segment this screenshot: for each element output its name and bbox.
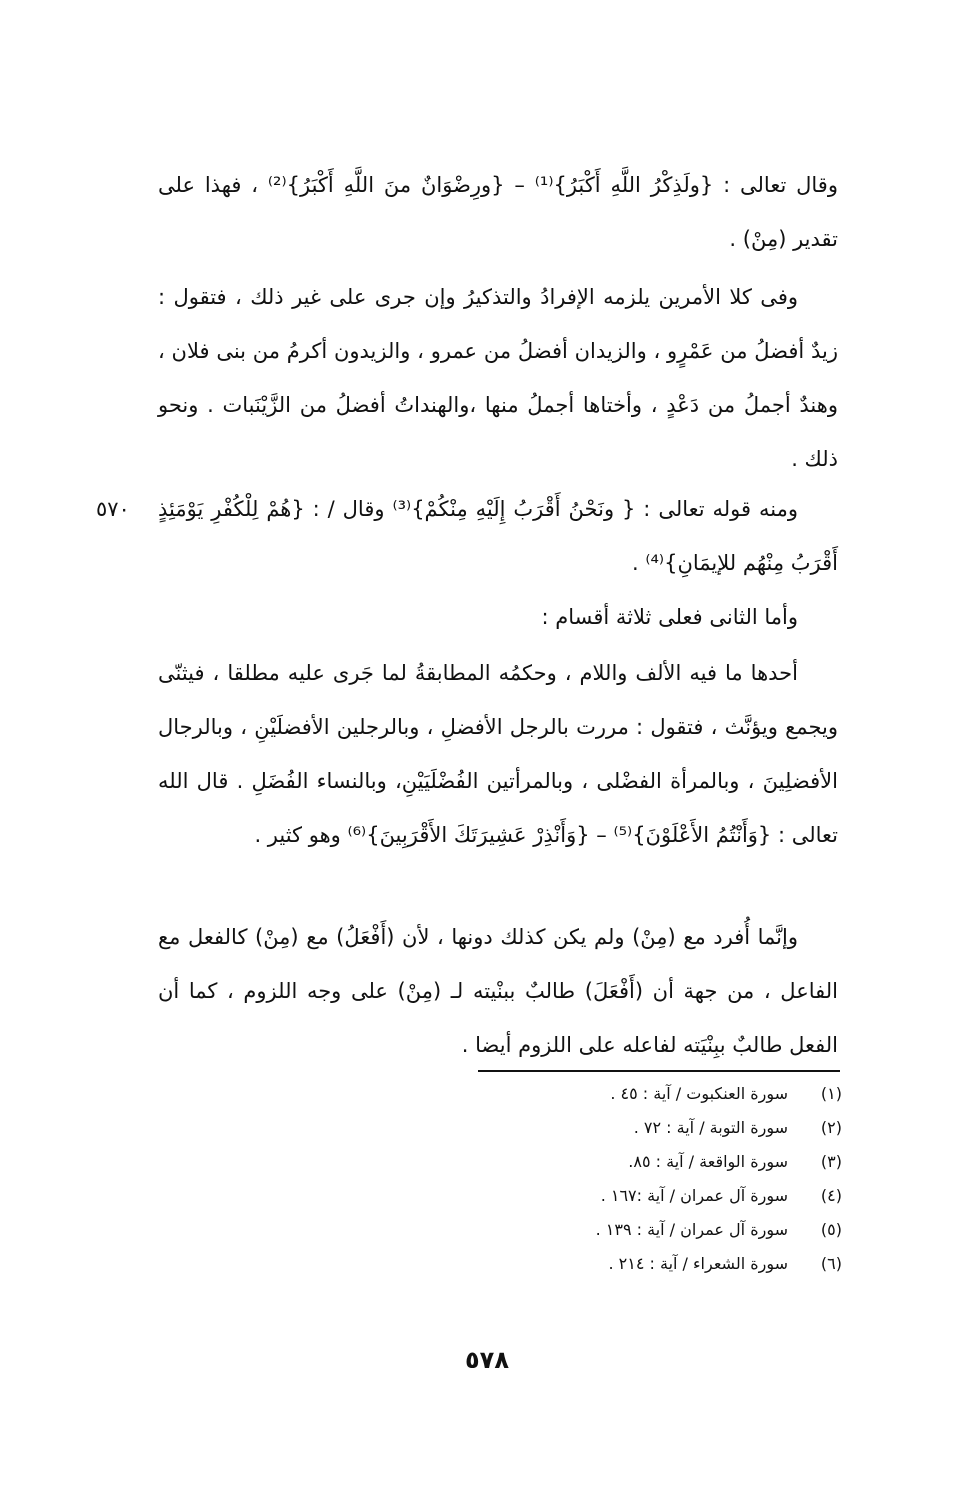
footnote-number: (٤) bbox=[820, 1185, 842, 1205]
footnote-text: سورة التوبة / آية : ٧٢ . bbox=[633, 1117, 788, 1137]
margin-page-reference: ٥٧٠ bbox=[96, 497, 130, 521]
paragraph-3 bbox=[158, 482, 838, 590]
footnote-item bbox=[422, 1076, 842, 1110]
paragraph-2 bbox=[158, 270, 838, 486]
paragraph-4-text: وأما الثانى فعلى ثلاثة أقسام : bbox=[541, 605, 798, 629]
paragraph-2-text: وفى كلا الأمرين يلزمه الإفرادُ والتذكيرُ وإن جرى على غير ذلك ، فتقول : زيدٌ أفضلُ من عَمْرٍو ، والزيدان أفضلُ من عمرو ، والزيدون أكرمُ من بنى فلان ، وهندٌ أجملُ من دَعْدٍ ، وأختاها أجملُ منها ،والهنداتُ أفضلُ من الزَّيْنَبات . ونحو ذلك . bbox=[158, 285, 838, 471]
footnote-text: سورة العنكبوت / آية : ٤٥ . bbox=[610, 1083, 788, 1103]
paragraph-1 bbox=[158, 158, 838, 266]
footnote-text: سورة الواقعة / آية : ٨٥. bbox=[628, 1151, 788, 1171]
page-number: ٥٧٨ bbox=[465, 1346, 509, 1374]
footnote-number: (٢) bbox=[820, 1117, 842, 1137]
footnote-text: سورة الشعراء / آية : ٢١٤ . bbox=[608, 1253, 788, 1273]
footnote-item bbox=[422, 1178, 842, 1212]
footnote-text: سورة آل عمران / آية :١٦٧ . bbox=[600, 1185, 788, 1205]
footnote-item bbox=[422, 1110, 842, 1144]
paragraph-6 bbox=[158, 910, 838, 1072]
paragraph-6-text: وإنَّما أُفرد مع (مِنْ) ولم يكن كذلك دونها ، لأن (أَفْعَلُ) مع (مِنْ) كالفعل مع الفاعل ، من جهة أن (أَفْعَلَ) طالبٌ ببنْيته لـ (مِنْ) على وجه اللزوم ، كما أن الفعل طالبٌ ببِنْيَته لفاعله على اللزوم أيضا . bbox=[158, 925, 838, 1057]
footnote-number: (٦) bbox=[820, 1253, 842, 1273]
paragraph-5 bbox=[158, 646, 838, 862]
paragraph-5-text: أحدها ما فيه الألف واللام ، وحكمُه المطابقةُ لما جَرى عليه مطلقا ، فيثنّى ويجمع ويؤنَّث ، فتقول : مررت بالرجل الأفضلِ ، وبالرجلين الأفضلَيْنِ ، وبالرجال الأفضلِينَ ، وبالمرأة الفضْلى ، وبالمرأتين الفُضْلَيَيْنِ، وبالنساء الفُضَلِ . قال الله تعالى : {وَأَنْتُمُ الأَعْلَوْنَ}⁽⁵⁾ – {وَأَنْذِرْ عَشِيرَتَكَ الأَقْرَبِينَ}⁽⁶⁾ وهو كثير . bbox=[158, 661, 838, 847]
footnote-item bbox=[422, 1144, 842, 1178]
footnote-number: (٣) bbox=[820, 1151, 842, 1171]
footnote-separator bbox=[478, 1070, 840, 1072]
paragraph-1-text: وقال تعالى : {ولَذِكْرُ اللَّهِ أَكْبَرُ}⁽¹⁾ – {ورِضْوَانٌ منَ اللَّهِ أَكْبَرُ}⁽²⁾ ، فهذا على تقدير (مِنْ) . bbox=[158, 173, 838, 251]
footnote-item bbox=[422, 1212, 842, 1246]
footnote-text: سورة آل عمران / آية : ١٣٩ . bbox=[595, 1219, 788, 1239]
footnote-number: (٥) bbox=[820, 1219, 842, 1239]
paragraph-3-text: ومنه قوله تعالى : { ونَحْنُ أَقْرَبُ إِلَيْهِ مِنْكُمْ}⁽³⁾ وقال / : {هُمْ لِلْكُفْرِ يَوْمَئِذٍ أَقْرَبُ مِنْهُم للإيمَانِ}⁽⁴⁾ . bbox=[158, 497, 838, 575]
footnote-number: (١) bbox=[820, 1083, 842, 1103]
footnote-item bbox=[422, 1246, 842, 1280]
paragraph-4 bbox=[158, 590, 838, 644]
footnotes-list bbox=[422, 1076, 842, 1280]
